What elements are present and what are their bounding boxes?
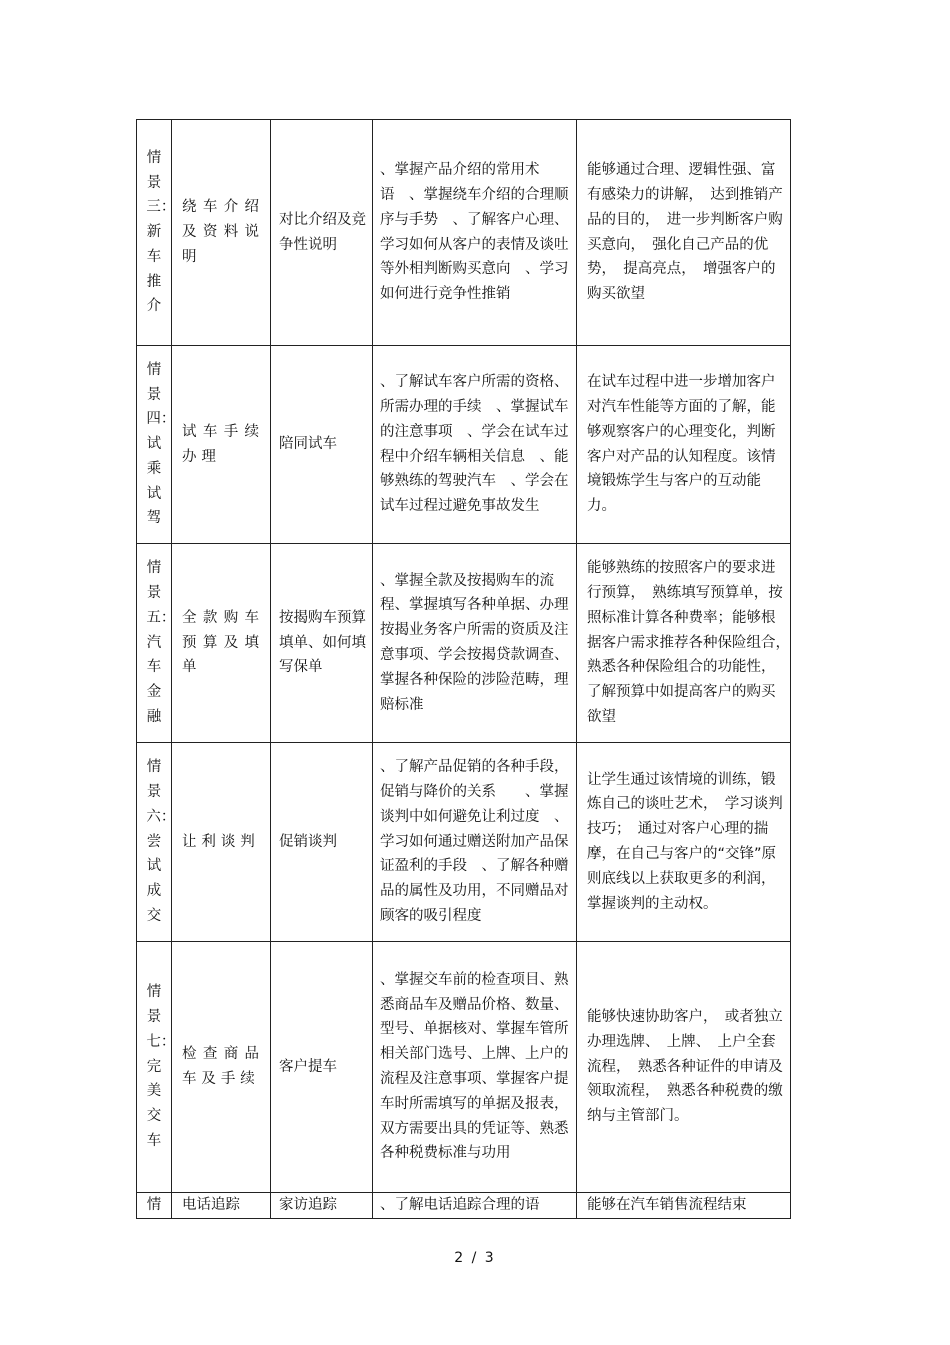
- content-cell: 对比介绍及竞争性说明: [271, 120, 373, 346]
- knowledge-cell: 、了解电话追踪合理的语: [373, 1193, 577, 1219]
- ability-cell: 在试车过程中进一步增加客户对汽车性能等方面的了解，能够观察客户的心理变化，判断客户对产品的认知程度。该情境锻炼学生与客户的互动能力。: [577, 346, 791, 544]
- content-cell: 家访追踪: [271, 1193, 373, 1219]
- knowledge-cell: 、掌握产品介绍的常用术语 、掌握绕车介绍的合理顺序与手势 、了解客户心理、学习如何从客户的表情及谈吐等外相判断购买意向 、学习如何进行竞争性推销: [373, 120, 577, 346]
- knowledge-cell: 、了解产品促销的各种手段，促销与降价的关系 、掌握谈判中如何避免让利过度 、学习如何通过赠送附加产品保证盈利的手段 、了解各种赠品的属性及功用，不同赠品对顾客的吸引程度: [373, 743, 577, 942]
- task-cell: 试车手续办理: [172, 346, 271, 544]
- knowledge-cell: 、掌握全款及按揭购车的流程、掌握填写各种单据、办理按揭业务客户所需的资质及注意事项、学会按揭贷款调查、掌握各种保险的涉险范畴，理赔标准: [373, 544, 577, 743]
- ability-cell: 让学生通过该情境的训练，锻炼自己的谈吐艺术， 学习谈判技巧； 通过对客户心理的揣摩，在自己与客户的“交锋”原则底线以上获取更多的利润， 掌握谈判的主动权。: [577, 743, 791, 942]
- knowledge-cell: 、了解试车客户所需的资格、所需办理的手续 、掌握试车的注意事项 、学会在试车过程中介绍车辆相关信息 、能够熟练的驾驶汽车 、学会在试车过程过避免事故发生: [373, 346, 577, 544]
- task-cell: 全款购车预算及填单: [172, 544, 271, 743]
- scenario-cell: 情景四：试乘试驾: [137, 346, 172, 544]
- scenario-cell: 情景三：新车推介: [137, 120, 172, 346]
- table-row: [137, 743, 791, 942]
- page-number: 2 / 3: [454, 1250, 496, 1266]
- task-cell: 检查商品车及手续: [172, 942, 271, 1193]
- scenario-cell: 情景六：尝试成交: [137, 743, 172, 942]
- table-row: [137, 544, 791, 743]
- content-cell: 客户提车: [271, 942, 373, 1193]
- ability-cell: 能够通过合理、逻辑性强、富有感染力的讲解， 达到推销产品的目的， 进一步判断客户购买意向， 强化自己产品的优势， 提高亮点， 增强客户的购买欲望: [577, 120, 791, 346]
- task-cell: 电话追踪: [172, 1193, 271, 1219]
- scenario-cell: 情景七：完美交车: [137, 942, 172, 1193]
- content-cell: 促销谈判: [271, 743, 373, 942]
- scenario-cell: 情: [137, 1193, 172, 1219]
- content-cell: 按揭购车预算填单、如何填写保单: [271, 544, 373, 743]
- table-row: [137, 346, 791, 544]
- scenario-cell: 情景五：汽车金融: [137, 544, 172, 743]
- knowledge-cell: 、掌握交车前的检查项目、熟悉商品车及赠品价格、数量、型号、单据核对、掌握车管所相关部门选号、上牌、上户的流程及注意事项、掌握客户提车时所需填写的单据及报表，双方需要出具的凭证等、熟悉各种税费标准与功用: [373, 942, 577, 1193]
- table-row: [137, 120, 791, 346]
- ability-cell: 能够熟练的按照客户的要求进行预算， 熟练填写预算单，按照标准计算各种费率；能够根据客户需求推荐各种保险组合， 熟悉各种保险组合的功能性， 了解预算中如提高客户的购买欲望: [577, 544, 791, 743]
- task-cell: 让利谈判: [172, 743, 271, 942]
- ability-cell: 能够快速协助客户， 或者独立办理选牌、 上牌、 上户全套流程， 熟悉各种证件的申请及领取流程， 熟悉各种税费的缴纳与主管部门。: [577, 942, 791, 1193]
- content-cell: 陪同试车: [271, 346, 373, 544]
- table-row: [137, 1193, 791, 1219]
- task-cell: 绕车介绍及资料说明: [172, 120, 271, 346]
- ability-cell: 能够在汽车销售流程结束: [577, 1193, 791, 1219]
- table-row: [137, 942, 791, 1193]
- course-table: [136, 119, 798, 1219]
